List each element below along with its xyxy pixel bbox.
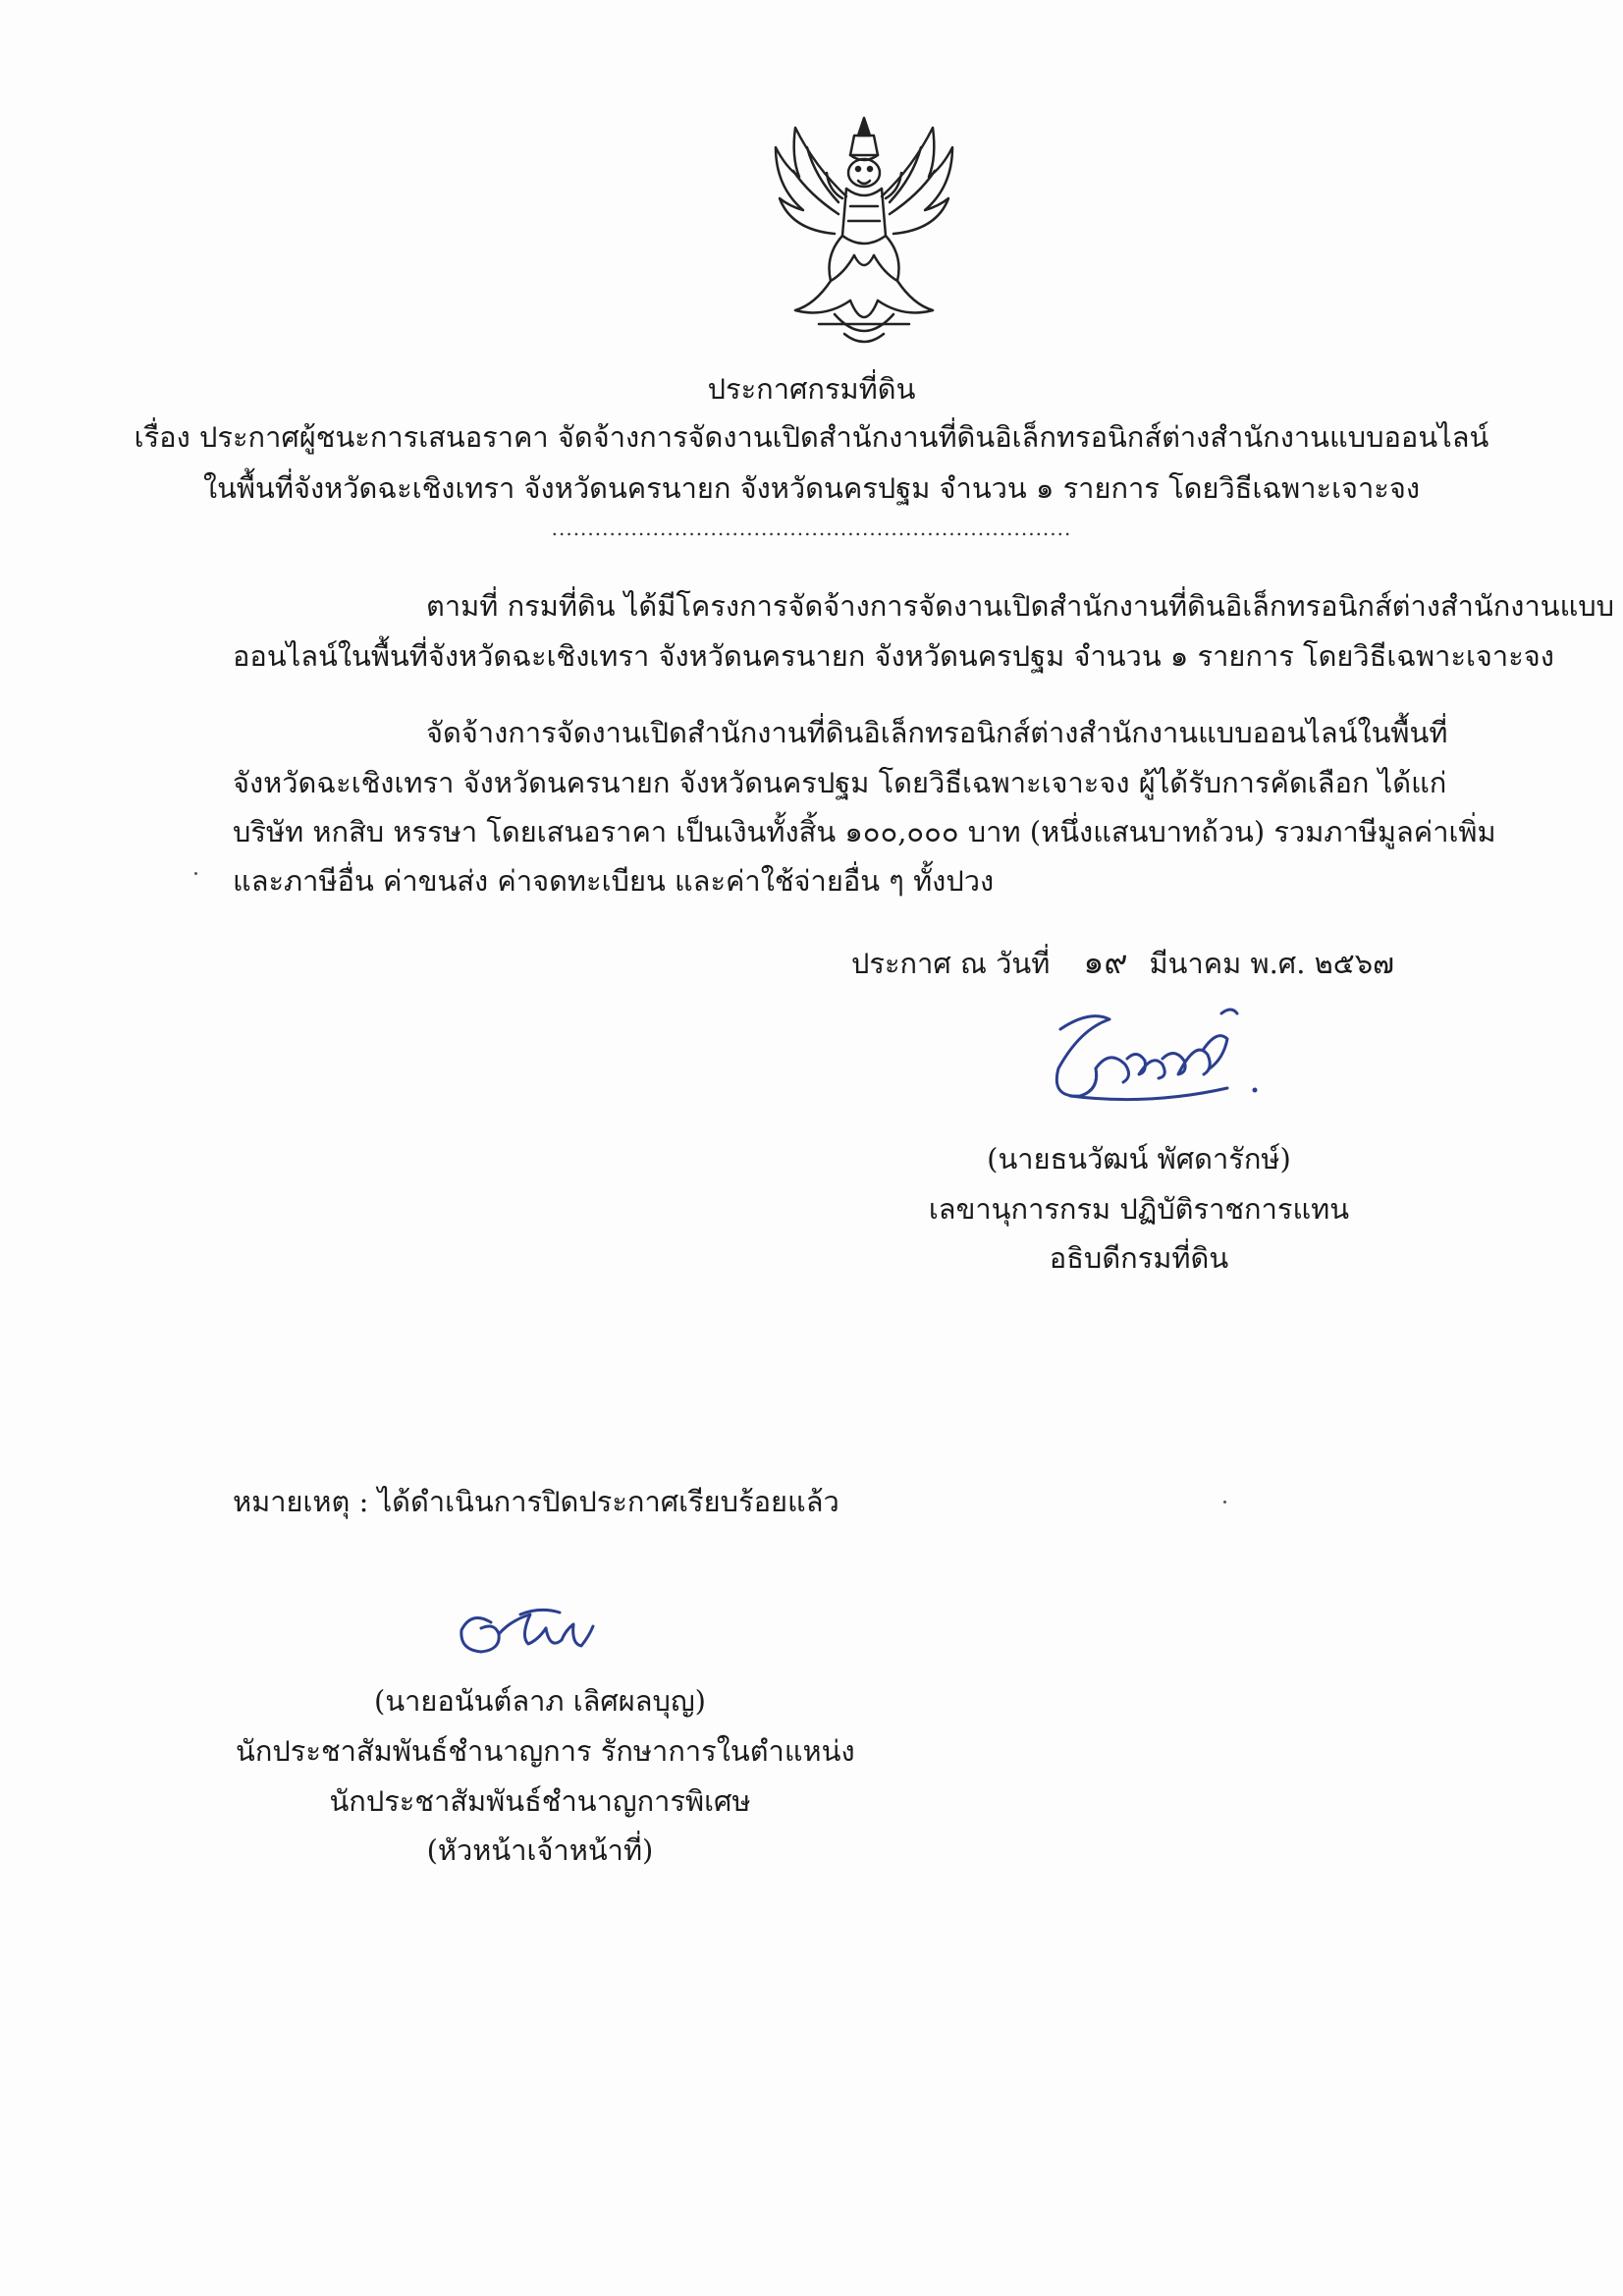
- subject-line-1: เรื่อง ประกาศผู้ชนะการเสนอราคา จัดจ้างการจัดงานเปิดสำนักงานที่ดินอิเล็กทรอนิกส์ต่างสำนักงานแบบออนไลน์: [134, 420, 1489, 454]
- separator-dots: ........................................................................: [551, 517, 1072, 540]
- paragraph-2-line-2: จังหวัดฉะเชิงเทรา จังหวัดนครนายก จังหวัดนครปฐม โดยวิธีเฉพาะเจาะจง ผู้ได้รับการคัดเลือก ได้แก่: [233, 766, 1447, 799]
- signatory-on-behalf-of: อธิบดีกรมที่ดิน: [1049, 1241, 1229, 1275]
- paragraph-1-line-2: ออนไลน์ในพื้นที่จังหวัดฉะเชิงเทรา จังหวัดนครนายก จังหวัดนครปฐม จำนวน ๑ รายการ โดยวิธีเฉพาะเจาะจง: [233, 639, 1554, 673]
- paragraph-2-line-4: และภาษีอื่น ค่าขนส่ง ค่าจดทะเบียน และค่าใช้จ่ายอื่น ๆ ทั้งปวง: [233, 864, 995, 898]
- officer-role: (หัวหน้าเจ้าหน้าที่): [426, 1833, 654, 1867]
- signatory-position: เลขานุการกรม ปฏิบัติราชการแทน: [928, 1192, 1350, 1226]
- scan-speck: [194, 872, 197, 875]
- date-prefix: ประกาศ ณ วันที่: [851, 947, 1051, 980]
- garuda-emblem-icon: [756, 108, 972, 354]
- document-title: ประกาศกรมที่ดิน: [707, 372, 916, 406]
- officer-signature: [452, 1601, 628, 1689]
- signatory-name: (นายธนวัฒน์ พัศดารักษ์): [987, 1142, 1291, 1175]
- note-text: หมายเหตุ : ได้ดำเนินการปิดประกาศเรียบร้อยแล้ว: [233, 1485, 839, 1518]
- paragraph-1-line-1: ตามที่ กรมที่ดิน ได้มีโครงการจัดจ้างการจัดงานเปิดสำนักงานที่ดินอิเล็กทรอนิกส์ต่างสำนักงานแบบ: [426, 589, 1615, 623]
- announcement-date: [851, 943, 1394, 983]
- subject-line-2: ในพื้นที่จังหวัดฉะเชิงเทรา จังหวัดนครนายก จังหวัดนครปฐม จำนวน ๑ รายการ โดยวิธีเฉพาะเจาะจง: [202, 471, 1421, 505]
- paragraph-2-line-1: จัดจ้างการจัดงานเปิดสำนักงานที่ดินอิเล็กทรอนิกส์ต่างสำนักงานแบบออนไลน์ในพื้นที่: [426, 716, 1448, 749]
- signatory-signature: [1031, 1000, 1276, 1118]
- officer-position: นักประชาสัมพันธ์ชำนาญการ รักษาการในตำแหน่ง: [236, 1734, 855, 1768]
- date-day: ๑๙: [1083, 943, 1128, 981]
- scan-speck: [1223, 1501, 1226, 1503]
- date-month-year: มีนาคม พ.ศ. ๒๕๖๗: [1149, 947, 1394, 980]
- officer-acting-position: นักประชาสัมพันธ์ชำนาญการพิเศษ: [329, 1784, 751, 1818]
- officer-name: (นายอนันต์ลาภ เลิศผลบุญ): [374, 1684, 706, 1718]
- paragraph-2-line-3: บริษัท หกสิบ หรรษา โดยเสนอราคา เป็นเงินทั้งสิ้น ๑๐๐,๐๐๐ บาท (หนึ่งแสนบาทถ้วน) รวมภาษีมูลค่าเพิ่ม: [233, 815, 1496, 848]
